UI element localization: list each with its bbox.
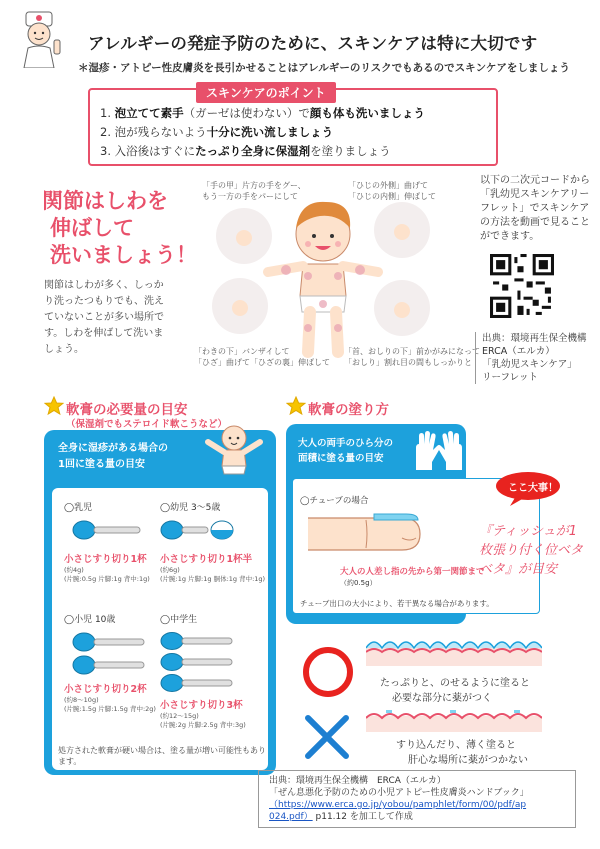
joints-body-text: 関節はしわが多く、しっかり洗ったつもりでも、洗えていないことが多い場所です。しわを伸ばして洗いましょう。 bbox=[44, 280, 164, 355]
tube-footnote: チューブ出口の大小により、若干異なる場合があります。 bbox=[300, 599, 494, 608]
tube-case-label: ◯チューブの場合 bbox=[300, 496, 369, 506]
child-body-illustration bbox=[188, 176, 458, 374]
thin-ointment-skin-illustration bbox=[366, 706, 542, 732]
cross-bad-icon bbox=[302, 712, 352, 762]
qr-code[interactable] bbox=[490, 254, 554, 318]
page-title: アレルギーの発症予防のために、スキンケアは特に大切です bbox=[88, 34, 538, 53]
armpit-knee-note: 「わきの下」バンザイして 「ひざ」曲げて「ひざの裏」伸ばして bbox=[194, 347, 330, 367]
joints-heading: 関節はしわを 伸ばして 洗いましょう！ bbox=[42, 189, 197, 267]
spoon-three-icon bbox=[160, 631, 250, 695]
handbook-source: 出典：環境再生保全機構 ERCA（エルカ） 「ぜん息悪化予防のための小児アトピー性皮膚炎ハンドブック」 （https://www.erca.go.jp/yobou/pamphlet/form/00/pdf/ap 024.pdf） p11.12 を加工して作成 bbox=[258, 770, 576, 828]
hand-note: 「手の甲」片方の手をグー、 もう一方の手をパーにして bbox=[202, 181, 306, 201]
amount-footnote: 処方された軟膏が硬い場合は、塗る量が増い可能性もあります。 bbox=[58, 746, 266, 766]
qr-source: 出典：環境再生保全機構 ERCA（エルカ） 「乳幼児スキンケア」 リーフレット bbox=[475, 332, 590, 384]
amount-panel-heading: 全身に湿疹がある場合の 1回に塗る量の目安 bbox=[58, 443, 168, 470]
spoon-one-half-icon bbox=[160, 519, 250, 541]
point-item: 2. 泡が残らないよう十分に洗い流しましょう bbox=[100, 125, 334, 139]
baby-illustration bbox=[204, 422, 264, 480]
neck-hip-note: 「首、おしりの下」前かがみになって 「おしり」割れ目の間もしっかりと bbox=[344, 347, 480, 367]
apply-panel-heading: 大人の両手のひら分の 面積に塗る量の目安 bbox=[298, 438, 394, 464]
handbook-url-link[interactable]: （https://www.erca.go.jp/yobou/pamphlet/form/00/pdf/ap bbox=[269, 800, 527, 810]
point-item: 1. 泡立てて素手（ガーゼは使わない）で顔も体も洗いましょう bbox=[100, 106, 425, 120]
skincare-points-list bbox=[100, 104, 425, 161]
elbow-note: 「ひじの外側」曲げて 「ひじの内側」伸ばして bbox=[348, 181, 436, 201]
good-method-text: たっぷりと、のせるように塗ると 必要な部分に薬がつく bbox=[380, 678, 530, 704]
qr-description: 以下の二次元コードから「乳幼児スキンケアリーフレット」でスキンケアの方法を動画で見ることができます。 bbox=[480, 175, 590, 242]
star-icon bbox=[286, 396, 306, 416]
spoon-two-icon bbox=[72, 631, 152, 677]
dose-item-infant: ◯乳児 小さじすり切り1杯 (約4g) (片腕:0.5g 片脚:1g 背中:1g) bbox=[64, 503, 150, 583]
handbook-url-link-end[interactable]: 024.pdf） bbox=[269, 812, 313, 822]
circle-good-icon bbox=[300, 644, 356, 700]
page-subtitle: ＊湿疹・アトピー性皮膚炎を長引かせることはアレルギーのリスクでもあるのでスキンケアをしましょう bbox=[78, 62, 570, 74]
dose-item-child: ◯小児 10歳 小さじすり切り2杯 (約8～10g) (片腕:1.5g 片脚:1.5g 背中:2g) bbox=[64, 615, 156, 713]
tissue-guideline: 『ティッシュが1 枚張り付く位ベタベタ』が目安 bbox=[479, 524, 584, 577]
doctor-illustration bbox=[20, 10, 78, 68]
finger-amount-weight: （約0.5g） bbox=[340, 579, 377, 587]
point-item: 3. 入浴後はすぐにたっぷり全身に保湿剤を塗りましょう bbox=[100, 144, 391, 158]
dose-item-junior-high: ◯中学生 小さじすり切り3杯 (約12～15g) (片腕:2g 片脚:2.5g 背中:3g) bbox=[160, 612, 250, 729]
thick-ointment-skin-illustration bbox=[366, 636, 542, 666]
amount-section-title: 軟膏の必要量の目安 bbox=[66, 402, 188, 418]
spoon-full-icon bbox=[72, 519, 142, 541]
skincare-points-title: スキンケアのポイント bbox=[196, 82, 336, 103]
bad-method-text: すり込んだり、薄く塗ると 肝心な場所に薬がつかない bbox=[396, 740, 528, 766]
hands-icon bbox=[412, 430, 466, 474]
finger-amount-note: 大人の人差し指の先から第一関節まで bbox=[340, 567, 485, 577]
dose-item-toddler: ◯幼児 3～5歳 小さじすり切り1杯半 (約6g) (片腕:1g 片脚:1g 胴体:1g 背中:1g) bbox=[160, 503, 266, 583]
star-icon bbox=[44, 396, 64, 416]
apply-section-title: 軟膏の塗り方 bbox=[308, 402, 389, 418]
finger-with-ointment-illustration bbox=[306, 508, 426, 564]
callout-text: ここ大事！ bbox=[508, 483, 558, 494]
amount-section-subtitle: （保湿剤でもステロイド軟こうなど） bbox=[66, 419, 228, 430]
